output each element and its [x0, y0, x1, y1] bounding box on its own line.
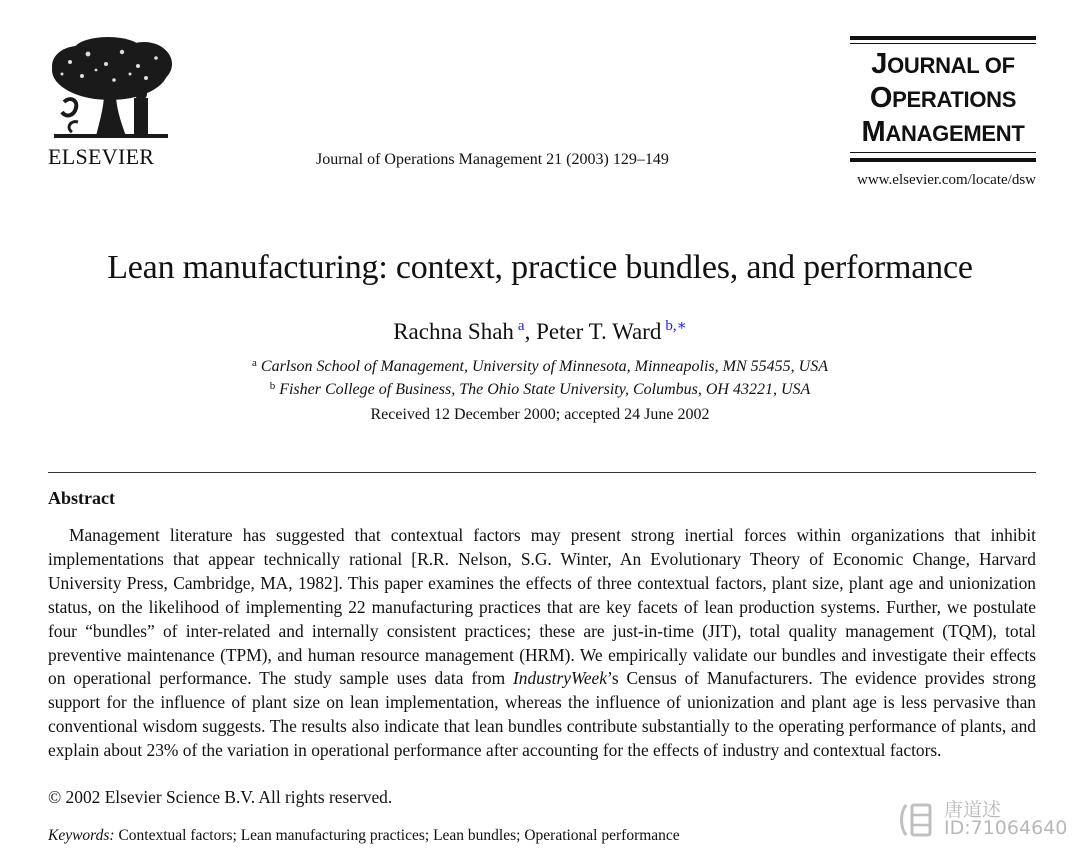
keywords-list: Contextual factors; Lean manufacturing practices; Lean bundles; Operational performance	[118, 827, 680, 844]
affiliation-a: $^a$ Carlson School of Management, University of Minnesota, Minneapolis, MN 55455, USA	[252, 357, 828, 375]
affiliation-mark: a	[252, 357, 257, 369]
masthead-rule-top	[850, 36, 1036, 40]
watermark-name: 唐道述	[944, 799, 1002, 821]
copyright-notice: © 2002 Elsevier Science B.V. All rights reserved.	[48, 787, 393, 807]
author-affiliation-link[interactable]: b,∗	[665, 318, 687, 334]
masthead-line-1: JOURNAL OF	[871, 48, 1015, 80]
received-dates: Received 12 December 2000; accepted 24 June 2002	[370, 406, 710, 423]
masthead-rule-top-thin	[850, 43, 1036, 44]
affiliation-mark: b	[269, 380, 276, 392]
keywords-label: Keywords:	[48, 827, 115, 844]
author-affiliation-link[interactable]: a	[517, 318, 525, 334]
affiliation-b: $^b$ Fisher College of Business, The Ohio State University, Columbus, OH 43221, USA	[269, 380, 811, 398]
article-title: Lean manufacturing: context, practice bundles, and performance	[107, 249, 973, 286]
author-separator: ,	[524, 319, 531, 344]
masthead-rule-bottom-thin	[850, 152, 1036, 153]
section-divider	[48, 472, 1036, 473]
masthead-line-2: OPERATIONS	[869, 82, 1017, 114]
abstract-text: Management literature has suggested that contextual factors may present strong inertial forces within organizations that inhibit implementations that appear technically rational [R.R. Nelson, S.G. Winter, An Evolutionary Theory of Economic Change, Harvard University Press, Cambridge, MA, 1982]. This paper examines the effects of three contextual factors, plant size, plant age and unionization status, on the likelihood of implementing 22 manufacturing practices that are key facets of lean production systems. Further, we postulate four “bundles” of inter-related and internally consistent practices; these are just-in-time (JIT), total quality management (TQM), total preventive maintenance (TPM), and human resource management (HRM). We empirically validate our bundles and investigate their effects on operational performance. The study sample uses data from IndustryWeek’s Census of Manufacturers. The evidence provides strong support for the influence of plant size on lean implementation, whereas the influence of unionization and plant age is less pervasive than conventional wisdom suggests. The results also indicate that lean bundles contribute substantially to the operating performance of plants, and explain about 23% of the variation in operational performance after accounting for the effects of industry and contextual factors.	[48, 525, 1036, 761]
author-list	[0, 310, 1080, 348]
watermark-id: ID:71064640	[944, 817, 1068, 839]
abstract-heading: Abstract	[48, 488, 115, 508]
journal-url-link[interactable]: www.elsevier.com/locate/dsw	[857, 172, 1036, 188]
keywords-line	[48, 827, 680, 845]
author-name: Peter T. Ward	[536, 319, 662, 344]
elsevier-tree-logo	[48, 36, 174, 140]
watermark-logo-icon	[898, 799, 940, 841]
author-name: Rachna Shah	[393, 319, 514, 344]
journal-masthead	[850, 36, 1036, 166]
journal-citation: Journal of Operations Management 21 (2003) 129–149	[316, 151, 669, 168]
masthead-line-3: MANAGEMENT	[861, 116, 1025, 148]
watermark	[898, 795, 1068, 843]
publisher-name: ELSEVIER	[48, 144, 155, 169]
masthead-rule-bottom	[850, 158, 1036, 162]
